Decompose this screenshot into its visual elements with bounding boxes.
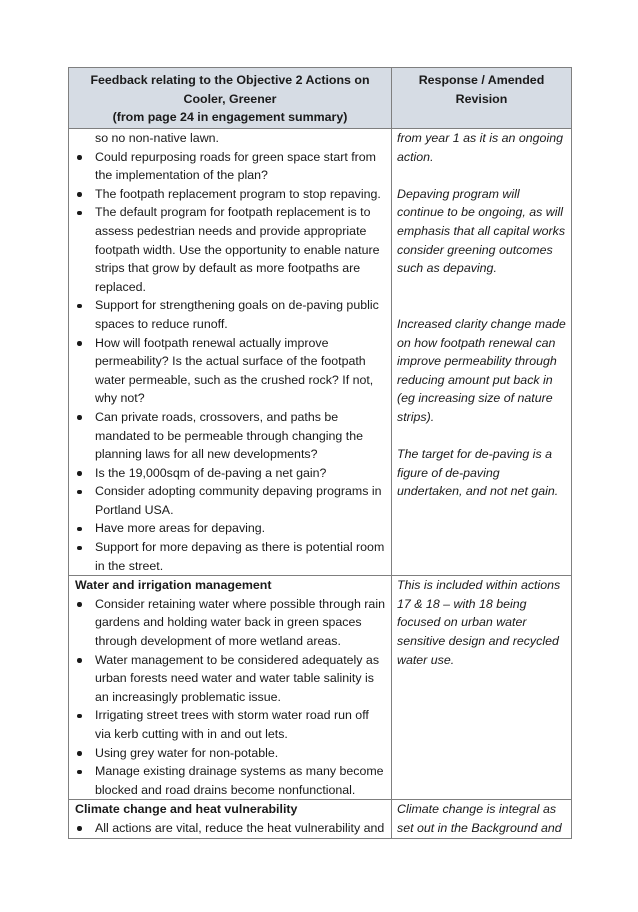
feedback-list <box>75 148 387 576</box>
response-paragraph: The target for de-paving is a figure of de-paving undertaken, and not net gain. <box>397 447 559 499</box>
feedback-cell <box>69 129 392 576</box>
response-paragraph: Increased clarity change made on how footpath renewal can improve permeability through reducing amount put back in (eg increasing size of nature strips). <box>397 316 566 424</box>
header-feedback-title: Feedback relating to the Objective 2 Actions on Cooler, Greener <box>90 73 370 106</box>
list-item: Is the 19,000sqm of de-paving a net gain? <box>75 464 387 483</box>
response-paragraph: This is included within actions 17 & 18 – with 18 being focused on urban water sensitive design and recycled water use. <box>397 578 561 667</box>
response-cell <box>392 129 572 576</box>
table-header-row <box>69 68 572 129</box>
feedback-list <box>75 819 387 838</box>
continuation-text: so no non-native lawn. <box>95 131 219 145</box>
list-item: Irrigating street trees with storm water road run off via kerb cutting with in and out lets. <box>75 706 387 743</box>
list-item: Have more areas for depaving. <box>75 519 387 538</box>
list-item: Consider retaining water where possible through rain gardens and holding water back in green spaces through development of more wetland areas. <box>75 595 387 651</box>
list-item: Support for strengthening goals on de-paving public spaces to reduce runoff. <box>75 296 387 333</box>
table-row-climate <box>69 800 572 838</box>
header-feedback <box>69 68 392 129</box>
response-paragraph: Depaving program will continue to be ongoing, as will emphasis that all capital works consider greening outcomes such as depaving. <box>397 186 566 276</box>
list-item: Manage existing drainage systems as many become blocked and road drains become nonfunctional. <box>75 762 387 799</box>
list-item: Support for more depaving as there is potential room in the street. <box>75 538 387 575</box>
list-item: Consider adopting community depaving programs in Portland USA. <box>75 482 387 519</box>
list-item: How will footpath renewal actually improve permeability? Is the actual surface of the footpath water permeable, such as the crushed rock? If not, why not? <box>75 334 387 408</box>
list-item: Could repurposing roads for green space start from the implementation of the plan? <box>75 148 387 185</box>
feedback-list <box>75 595 387 800</box>
list-item: Can private roads, crossovers, and paths be mandated to be permeable through changing the planning laws for all new developments? <box>75 408 387 464</box>
response-paragraph: from year 1 as it is an ongoing action. <box>397 131 563 164</box>
list-item: The default program for footpath replacement is to assess pedestrian needs and provide appropriate footpath width. Use the opportunity to enable nature strips that grow by default as more footpaths are replaced. <box>75 203 387 296</box>
list-item: The footpath replacement program to stop repaving. <box>75 185 387 204</box>
header-response: Response / Amended Revision <box>392 68 572 129</box>
response-cell <box>392 800 572 838</box>
response-paragraph: Climate change is integral as set out in the Background and <box>397 802 562 835</box>
response-cell <box>392 576 572 800</box>
feedback-table <box>68 67 572 839</box>
header-feedback-source: (from page 24 in engagement summary) <box>112 110 348 125</box>
feedback-cell <box>69 576 392 800</box>
list-item: Water management to be considered adequately as urban forests need water and water table salinity is an increasingly problematic issue. <box>75 651 387 707</box>
feedback-cell <box>69 800 392 838</box>
table-row-depaving <box>69 129 572 576</box>
list-item: All actions are vital, reduce the heat vulnerability and <box>75 819 387 838</box>
section-heading: Water and irrigation management <box>75 578 272 593</box>
list-item: Using grey water for non-potable. <box>75 744 387 763</box>
table-row-water <box>69 576 572 800</box>
section-heading: Climate change and heat vulnerability <box>75 802 298 817</box>
